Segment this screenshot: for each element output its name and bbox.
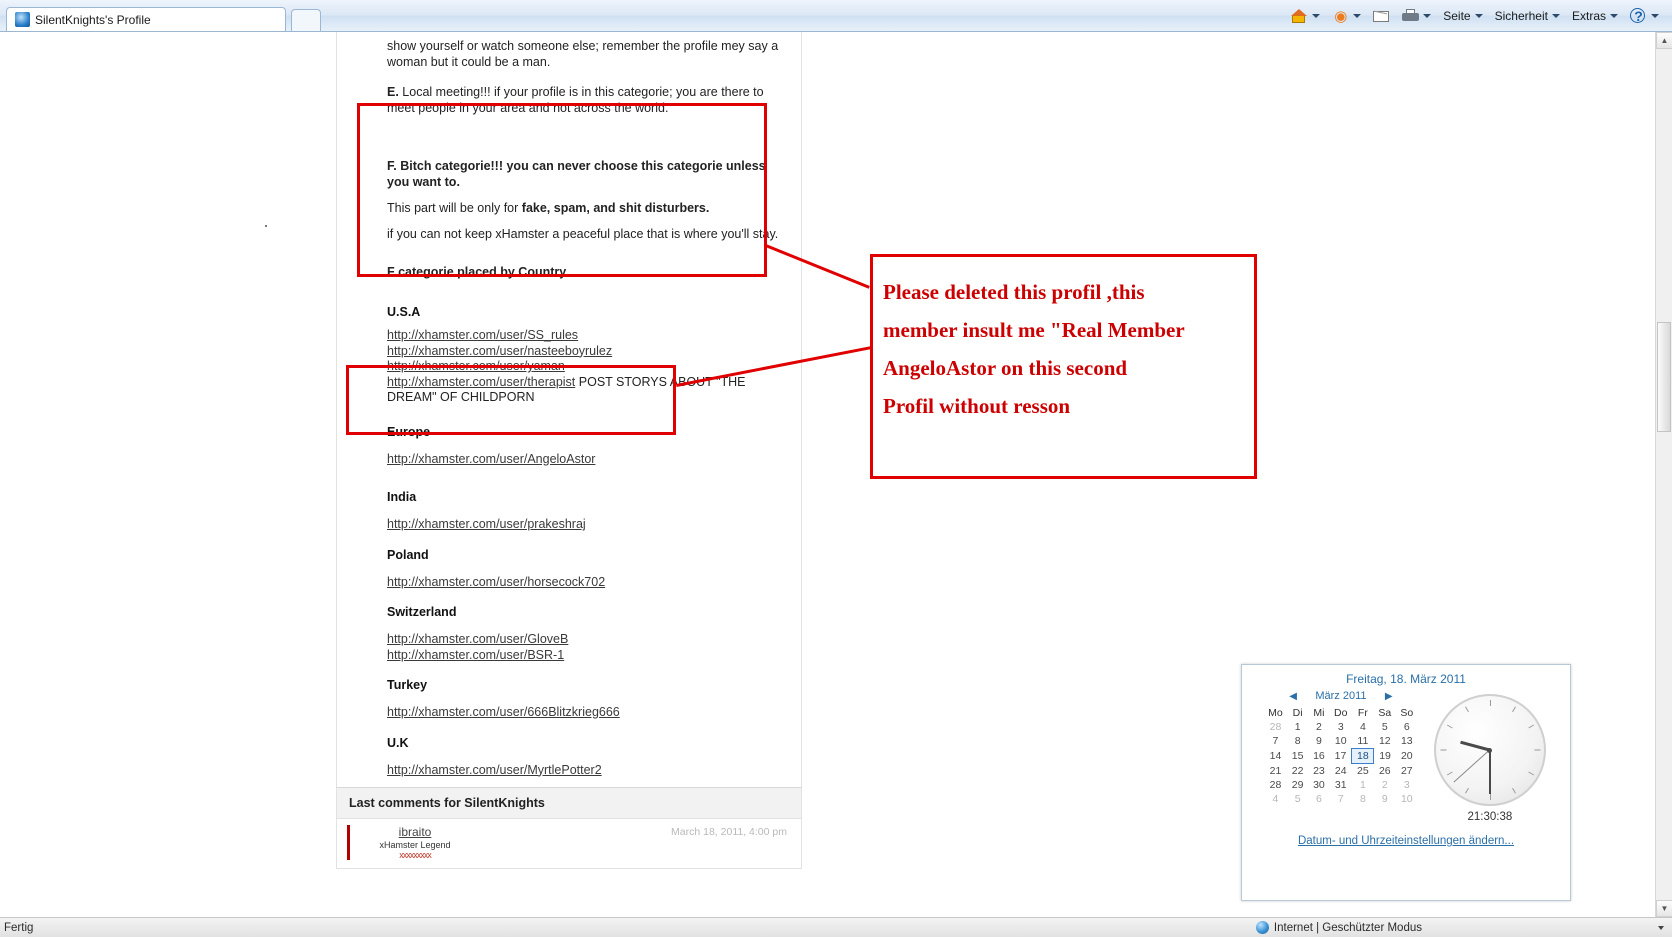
prev-month-icon[interactable]: ◀	[1289, 690, 1297, 702]
calendar-week-row	[1264, 720, 1418, 734]
calendar[interactable]	[1250, 690, 1418, 823]
status-text: Fertig	[4, 921, 34, 934]
hour-hand	[1461, 741, 1491, 752]
profile-link[interactable]: http://xhamster.com/user/therapist	[387, 374, 576, 389]
link-row	[387, 328, 779, 344]
favicon-icon	[15, 12, 30, 27]
weekday-label: So	[1400, 707, 1414, 719]
calendar-day-selected[interactable]: 18	[1352, 749, 1374, 764]
home-button[interactable]	[1286, 5, 1325, 27]
calendar-day[interactable]: 3	[1403, 779, 1410, 791]
country-section-poland	[387, 547, 779, 591]
calendar-day[interactable]: 11	[1357, 735, 1369, 747]
calendar-day[interactable]: 8	[1359, 793, 1366, 805]
country-section-uk	[387, 735, 779, 779]
calendar-day[interactable]: 29	[1291, 779, 1304, 791]
calendar-day[interactable]: 17	[1334, 750, 1347, 762]
section-heading: U.S.A	[387, 305, 421, 319]
calendar-day[interactable]: 23	[1313, 764, 1325, 777]
printer-icon	[1402, 8, 1419, 25]
comment-author-rank: xHamster Legend	[379, 840, 451, 850]
weekday-label: Di	[1292, 707, 1303, 719]
rule-f-line2-prefix: This part will be only for	[387, 201, 522, 215]
rule-f-label: F.	[387, 159, 397, 173]
calendar-day[interactable]: 30	[1313, 779, 1325, 791]
calendar-day[interactable]: 15	[1291, 750, 1304, 762]
calendar-day[interactable]: 9	[1381, 793, 1388, 805]
calendar-month-label[interactable]: März 2011	[1315, 690, 1367, 702]
mail-icon	[1373, 8, 1390, 25]
tab-title: SilentKnights's Profile	[35, 12, 151, 27]
calendar-day[interactable]: 28	[1269, 721, 1282, 733]
section-heading: Turkey	[387, 678, 428, 692]
page-menu-label: Seite	[1443, 9, 1471, 23]
profile-link[interactable]: http://xhamster.com/user/GloveB	[387, 632, 569, 646]
internet-zone-icon	[1256, 921, 1269, 934]
calendar-week-row	[1264, 778, 1418, 792]
page-viewport	[0, 32, 1672, 917]
calendar-grid[interactable]	[1264, 706, 1418, 806]
calendar-day[interactable]: 9	[1316, 735, 1322, 748]
calendar-day[interactable]: 6	[1316, 793, 1322, 805]
country-section-india	[387, 489, 779, 533]
profile-link[interactable]: http://xhamster.com/user/MyrtlePotter2	[387, 762, 602, 777]
calendar-day[interactable]: 27	[1400, 764, 1413, 777]
chevron-down-icon[interactable]	[1312, 14, 1320, 18]
country-section-europe	[387, 424, 779, 468]
second-hand	[1454, 750, 1490, 783]
link-row	[387, 517, 779, 533]
calendar-day[interactable]: 5	[1294, 793, 1301, 805]
minute-hand	[1489, 750, 1491, 794]
tools-menu-label: Extras	[1571, 9, 1606, 23]
link-row	[387, 763, 779, 779]
country-section-usa	[387, 304, 779, 406]
comment-date: March 18, 2011, 4:00 pm	[671, 826, 787, 838]
calendar-weekday-row	[1264, 706, 1418, 720]
calendar-day[interactable]: 31	[1334, 779, 1347, 791]
profile-link[interactable]: http://xhamster.com/user/prakeshraj	[387, 517, 586, 531]
calendar-day[interactable]: 25	[1357, 765, 1369, 777]
browser-toolbar	[1284, 4, 1664, 28]
new-tab-button[interactable]	[291, 9, 321, 31]
annotation-line: member insult me "Real Member	[883, 318, 1185, 342]
chevron-down-icon[interactable]	[1475, 14, 1483, 18]
calendar-day[interactable]: 26	[1378, 764, 1391, 777]
profile-link-angeloastor[interactable]: http://xhamster.com/user/AngeloAstor	[387, 451, 596, 466]
datetime-settings-link[interactable]: Datum- und Uhrzeiteinstellungen ändern...	[1297, 835, 1515, 847]
annotation-line: Please deleted this profil ,this	[883, 280, 1145, 304]
rule-f-line2	[387, 200, 779, 216]
analog-clock-panel	[1418, 690, 1562, 823]
comments-panel	[336, 787, 802, 869]
weekday-label: Fr	[1357, 707, 1368, 719]
help-button[interactable]	[1625, 5, 1664, 27]
next-month-icon[interactable]: ▶	[1384, 690, 1393, 702]
home-icon	[1291, 8, 1308, 25]
profile-content-column	[336, 32, 802, 792]
calendar-day[interactable]: 4	[1272, 793, 1279, 805]
calendar-day[interactable]: 19	[1379, 750, 1391, 762]
tools-menu-button[interactable]	[1567, 5, 1623, 27]
calendar-day[interactable]: 21	[1269, 764, 1282, 777]
safety-menu-label: Sicherheit	[1494, 9, 1548, 23]
calendar-week-row	[1264, 764, 1418, 779]
profile-link[interactable]: http://xhamster.com/user/horsecock702	[387, 574, 606, 589]
profile-link[interactable]: http://xhamster.com/user/nasteeboyrulez	[387, 343, 613, 358]
scrollbar-thumb[interactable]	[1657, 322, 1671, 432]
print-button[interactable]	[1397, 5, 1436, 27]
f-categorie-note: F categorie placed by Country.	[387, 265, 569, 279]
profile-link[interactable]: http://xhamster.com/user/SS_rules	[387, 328, 579, 342]
annotation-callout	[870, 254, 1257, 479]
chevron-down-icon[interactable]	[1651, 14, 1659, 18]
stray-artifact	[265, 225, 267, 227]
chevron-down-icon[interactable]	[1610, 14, 1618, 18]
calendar-nav	[1264, 690, 1418, 702]
calendar-day[interactable]: 1	[1359, 779, 1366, 791]
scroll-down-icon[interactable]: ▼	[1656, 900, 1672, 917]
calendar-day[interactable]: 10	[1400, 793, 1413, 805]
section-heading: India	[387, 490, 417, 504]
clock-center-dot	[1487, 748, 1492, 753]
page-menu-button[interactable]	[1438, 5, 1487, 27]
security-zone[interactable]	[1256, 921, 1422, 934]
section-heading: Poland	[387, 547, 429, 562]
calendar-day[interactable]: 2	[1316, 721, 1322, 733]
chevron-down-icon[interactable]	[1353, 14, 1361, 18]
link-row	[387, 705, 779, 721]
weekday-label: Mi	[1313, 707, 1325, 719]
country-section-turkey	[387, 677, 779, 721]
profile-link[interactable]: http://xhamster.com/user/BSR-1	[387, 647, 565, 662]
link-row	[387, 632, 779, 648]
comment-author-name[interactable]: ibraito	[398, 825, 432, 839]
page-scrollbar[interactable]	[1655, 32, 1672, 917]
rule-f-paragraph	[387, 158, 779, 190]
calendar-day[interactable]: 3	[1337, 721, 1344, 733]
calendar-day[interactable]: 20	[1400, 750, 1413, 762]
help-icon: ?	[1630, 8, 1647, 25]
calendar-day[interactable]: 7	[1272, 735, 1279, 748]
calendar-day[interactable]: 8	[1294, 735, 1301, 748]
mail-button[interactable]	[1368, 5, 1395, 27]
calendar-week-row	[1264, 749, 1418, 764]
calendar-day[interactable]: 16	[1313, 750, 1325, 762]
calendar-day[interactable]: 1	[1294, 721, 1301, 733]
calendar-day[interactable]: 4	[1359, 721, 1366, 733]
calendar-week-row	[1264, 792, 1418, 806]
clock-face-icon	[1434, 694, 1546, 806]
clock-calendar-gadget[interactable]	[1241, 664, 1571, 901]
calendar-day[interactable]: 22	[1291, 764, 1304, 777]
rule-f-line2-bold: fake, spam, and shit disturbers.	[521, 201, 710, 215]
zoom-control[interactable]	[1654, 926, 1664, 930]
calendar-day[interactable]: 6	[1403, 721, 1410, 733]
rule-f-text: Bitch categorie!!! you can never choose this categorie unless you want to.	[387, 159, 766, 189]
calendar-day[interactable]: 12	[1378, 735, 1391, 748]
calendar-day[interactable]: 28	[1269, 779, 1282, 791]
chevron-down-icon[interactable]	[1423, 14, 1431, 18]
link-row	[387, 359, 779, 375]
link-row	[387, 575, 779, 591]
link-row	[387, 375, 779, 406]
calendar-day[interactable]: 14	[1269, 750, 1282, 762]
profile-link[interactable]: http://xhamster.com/user/666Blitzkrieg666	[387, 705, 620, 719]
calendar-day[interactable]: 7	[1337, 793, 1344, 805]
calendar-week-row	[1264, 734, 1418, 749]
country-section-switzerland	[387, 604, 779, 663]
browser-tab[interactable]	[6, 7, 286, 31]
section-heading: Europe	[387, 424, 431, 439]
browser-chrome	[0, 0, 1672, 32]
intro-paragraph: show yourself or watch someone else; remember the profile mey say a woman but it could be a man.	[387, 39, 779, 69]
weekday-label: Mo	[1268, 707, 1283, 719]
section-heading: Switzerland	[387, 605, 457, 619]
feeds-button[interactable]	[1327, 5, 1366, 27]
rule-e-paragraph	[387, 84, 779, 116]
weekday-label: Do	[1334, 707, 1348, 719]
chevron-down-icon[interactable]	[1552, 14, 1560, 18]
rule-f-line3: if you can not keep xHamster a peaceful place that is where you'll stay.	[387, 227, 779, 241]
digital-time-label: 21:30:38	[1467, 811, 1513, 823]
rss-icon: ◉	[1334, 7, 1348, 25]
status-bar	[0, 917, 1672, 937]
link-row	[387, 344, 779, 360]
tab-strip	[6, 3, 321, 31]
comment-author-stars: xxxxxxxxx	[399, 850, 431, 860]
annotation-line: AngeloAstor on this second	[883, 356, 1128, 380]
calendar-day[interactable]: 2	[1381, 779, 1388, 791]
rule-e-label: E.	[387, 85, 399, 99]
link-row	[387, 648, 779, 664]
link-row	[387, 452, 779, 468]
scroll-up-icon[interactable]: ▲	[1656, 32, 1672, 49]
section-heading: U.K	[387, 735, 409, 750]
gadget-date-title: Freitag, 18. März 2011	[1346, 672, 1466, 686]
safety-menu-button[interactable]	[1490, 5, 1565, 27]
weekday-label: Sa	[1378, 707, 1392, 719]
profile-link[interactable]: http://xhamster.com/user/yaman	[387, 359, 565, 373]
link-note: POST STORYS ABOUT "THE DREAM" OF CHILDPORN	[387, 374, 746, 404]
comment-row	[337, 819, 801, 868]
comment-author	[347, 825, 470, 860]
security-zone-label: Internet | Geschützter Modus	[1273, 921, 1422, 934]
calendar-day[interactable]: 5	[1381, 721, 1388, 733]
comments-header: Last comments for SilentKnights	[337, 788, 801, 819]
rule-e-text: Local meeting!!! if your profile is in this categorie; you are there to meet people in your area and not across the world.	[387, 85, 764, 115]
calendar-day[interactable]: 24	[1334, 764, 1347, 777]
chevron-down-icon[interactable]	[1658, 926, 1664, 930]
calendar-day[interactable]: 10	[1334, 735, 1347, 748]
calendar-day[interactable]: 13	[1400, 735, 1413, 748]
annotation-line: Profil without resson	[883, 394, 1071, 418]
